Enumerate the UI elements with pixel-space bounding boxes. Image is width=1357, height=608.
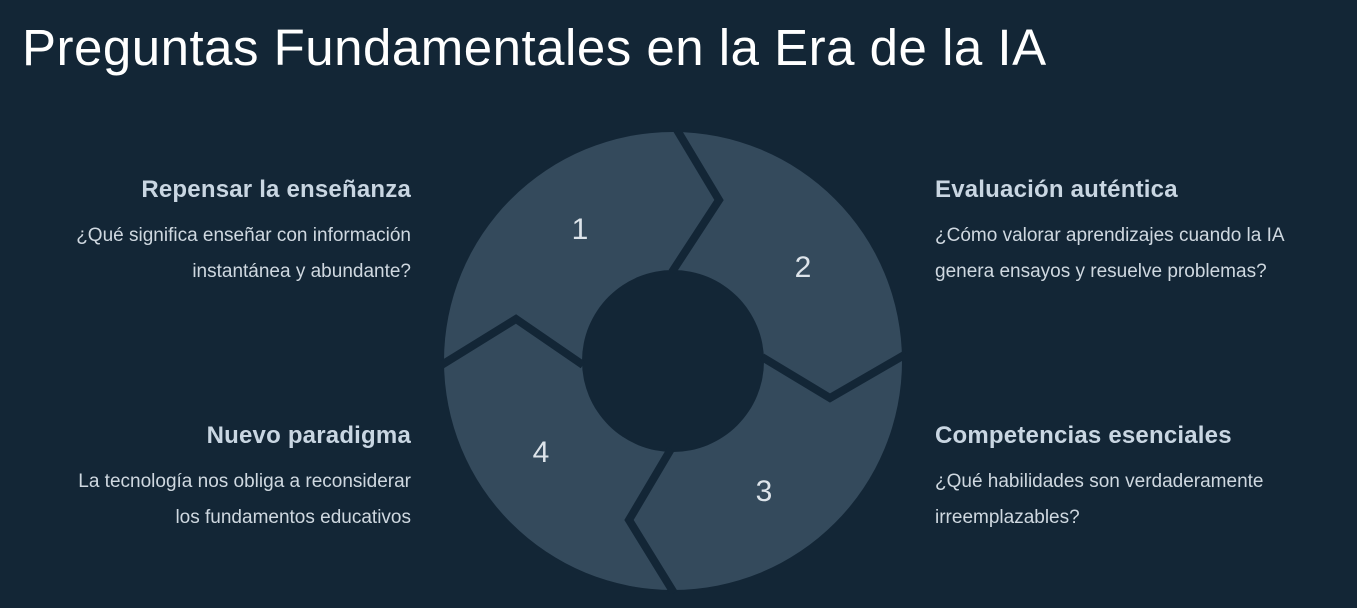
question-text [0, 218, 411, 290]
question-heading: Repensar la enseñanza [141, 176, 411, 203]
question-heading: Evaluación auténtica [935, 176, 1178, 203]
question-line: La tecnología nos obliga a reconsiderar [78, 471, 411, 492]
question-line: instantánea y abundante? [192, 261, 411, 282]
cycle-center [582, 270, 764, 452]
question-competencias-esenciales [935, 422, 1355, 536]
question-nuevo-paradigma [0, 422, 411, 536]
question-line: irreemplazables? [935, 507, 1080, 528]
cycle-diagram [440, 128, 906, 594]
question-line: ¿Qué habilidades son verdaderamente [935, 471, 1264, 492]
segment-number-3: 3 [755, 475, 773, 508]
segment-number-2: 2 [794, 251, 812, 284]
question-repensar-ensenanza [0, 176, 411, 290]
question-line: ¿Qué significa enseñar con información [76, 225, 411, 246]
segment-number-4: 4 [532, 436, 550, 469]
question-line: los fundamentos educativos [175, 507, 411, 528]
page-title: Preguntas Fundamentales en la Era de la IA [22, 19, 1047, 76]
question-heading: Competencias esenciales [935, 422, 1232, 449]
question-heading: Nuevo paradigma [206, 422, 411, 449]
question-evaluacion-autentica [935, 176, 1355, 290]
question-line: genera ensayos y resuelve problemas? [935, 261, 1267, 282]
question-text [935, 464, 1355, 536]
question-text [0, 464, 411, 536]
question-line: ¿Cómo valorar aprendizajes cuando la IA [935, 225, 1285, 246]
segment-number-1: 1 [571, 213, 589, 246]
question-text [935, 218, 1355, 290]
